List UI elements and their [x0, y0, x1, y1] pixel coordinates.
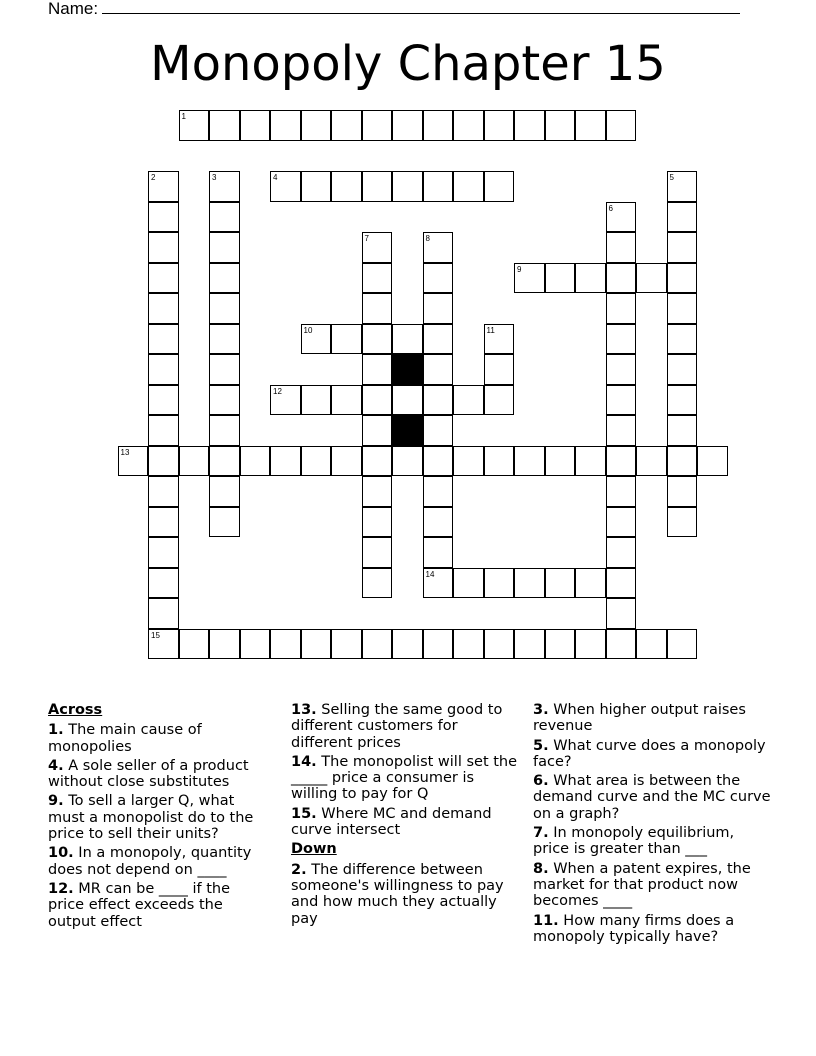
grid-cell[interactable] [423, 263, 454, 294]
grid-cell[interactable] [209, 507, 240, 538]
black-square [392, 354, 423, 385]
grid-cell[interactable] [209, 293, 240, 324]
grid-cell[interactable] [667, 476, 698, 507]
across-clue [48, 758, 270, 791]
grid-cell[interactable] [667, 507, 698, 538]
grid-cell[interactable] [636, 263, 667, 294]
grid-cell[interactable] [484, 568, 515, 599]
down-header: Down [291, 841, 337, 858]
grid-cell[interactable] [575, 446, 606, 477]
clue-number: 15. [291, 805, 317, 822]
grid-cell[interactable] [423, 415, 454, 446]
clue-number-label: 6 [608, 203, 613, 213]
grid-cell[interactable] [423, 507, 454, 538]
grid-cell[interactable] [667, 324, 698, 355]
grid-cell[interactable] [575, 568, 606, 599]
grid-cell[interactable] [392, 324, 423, 355]
clue-number-label: 8 [425, 234, 430, 243]
clue-text: When a patent expires, the market for that product now becomes ____ [533, 860, 751, 910]
down-clue [533, 738, 773, 771]
grid-cell[interactable] [575, 110, 606, 141]
grid-cell[interactable] [667, 263, 698, 294]
grid-cell[interactable] [209, 629, 240, 660]
grid-cell[interactable] [636, 629, 667, 660]
grid-cell[interactable] [514, 110, 545, 141]
grid-cell[interactable] [301, 385, 332, 416]
grid-cell[interactable] [423, 110, 454, 141]
grid-cell[interactable] [453, 446, 484, 477]
clue-number: 2. [291, 861, 307, 878]
grid-cell[interactable] [148, 354, 179, 385]
grid-cell[interactable] [209, 354, 240, 385]
grid-cell[interactable] [148, 415, 179, 446]
down-clue [533, 913, 773, 946]
grid-cell[interactable] [423, 385, 454, 416]
grid-cell[interactable] [392, 385, 423, 416]
grid-cell[interactable] [606, 110, 637, 141]
clue-number-label: 9 [517, 264, 522, 274]
grid-cell[interactable] [423, 324, 454, 355]
grid-cell[interactable] [667, 293, 698, 324]
grid-cell[interactable] [301, 171, 332, 202]
clue-number: 13. [291, 702, 317, 718]
clue-number-label: 15 [151, 630, 160, 640]
grid-cell[interactable] [514, 629, 545, 660]
grid-cell[interactable] [423, 293, 454, 324]
grid-cell[interactable] [484, 354, 515, 385]
grid-cell[interactable] [148, 263, 179, 294]
across-clue-list [48, 722, 270, 930]
grid-cell[interactable] [362, 171, 393, 202]
across-clue [48, 845, 270, 878]
grid-cell[interactable] [148, 568, 179, 599]
across-clue [48, 793, 270, 842]
grid-cell[interactable] [484, 629, 515, 660]
clue-number-label: 10 [303, 325, 313, 335]
name-label: Name: [48, 0, 99, 18]
grid-cell[interactable] [148, 598, 179, 629]
grid-cell[interactable] [331, 629, 362, 660]
grid-cell[interactable] [606, 629, 637, 660]
grid-cell[interactable] [606, 415, 637, 446]
grid-cell[interactable] [392, 171, 423, 202]
down-clue-list-continued [533, 702, 773, 945]
grid-cell[interactable] [453, 385, 484, 416]
clue-number-label: 3 [212, 173, 217, 182]
down-clue [533, 861, 773, 910]
across-clue [48, 881, 270, 930]
grid-cell[interactable] [667, 354, 698, 385]
clue-text: Where MC and demand curve intersect [291, 805, 492, 839]
clue-text: The monopolist will set the _____ price a consumer is willing to pay for Q [291, 753, 518, 803]
grid-cell[interactable] [606, 476, 637, 507]
grid-cell[interactable] [301, 110, 332, 141]
grid-cell[interactable] [240, 110, 271, 141]
grid-cell[interactable] [209, 476, 240, 507]
grid-cell[interactable] [453, 629, 484, 660]
grid-cell[interactable] [667, 202, 698, 233]
grid-cell[interactable] [270, 110, 301, 141]
grid-cell[interactable] [545, 263, 576, 294]
clue-text: The main cause of monopolies [48, 722, 202, 755]
grid-cell[interactable] [423, 629, 454, 660]
clue-number: 3. [533, 702, 549, 718]
grid-cell[interactable] [453, 171, 484, 202]
clue-text: A sole seller of a product without close substitutes [48, 757, 249, 791]
grid-cell[interactable] [209, 385, 240, 416]
grid-cell[interactable] [209, 232, 240, 263]
clue-number-label: 7 [364, 234, 369, 243]
grid-cell[interactable] [606, 598, 637, 629]
grid-cell[interactable] [209, 263, 240, 294]
grid-cell[interactable] [331, 110, 362, 141]
grid-cell[interactable] [423, 354, 454, 385]
grid-cell[interactable] [148, 202, 179, 233]
grid-cell[interactable] [362, 354, 393, 385]
grid-cell[interactable] [148, 537, 179, 568]
clue-text: What curve does a monopoly face? [533, 737, 766, 770]
clue-number: 4. [48, 757, 64, 774]
grid-cell[interactable] [545, 568, 576, 599]
grid-cell[interactable] [209, 446, 240, 477]
grid-cell[interactable] [209, 415, 240, 446]
grid-cell[interactable] [331, 446, 362, 477]
across-clue [291, 806, 521, 839]
grid-cell[interactable] [209, 324, 240, 355]
grid-cell[interactable] [392, 110, 423, 141]
grid-cell[interactable] [697, 446, 728, 477]
grid-cell[interactable] [453, 110, 484, 141]
grid-cell[interactable] [514, 446, 545, 477]
grid-cell[interactable] [606, 232, 637, 263]
grid-cell[interactable] [514, 568, 545, 599]
grid-cell[interactable] [392, 629, 423, 660]
grid-cell[interactable] [606, 385, 637, 416]
clue-text: In a monopoly, quantity does not depend on ____ [48, 845, 252, 878]
clue-column-3 [533, 702, 773, 948]
clue-text: Selling the same good to different customers for different prices [291, 702, 503, 751]
grid-cell[interactable] [148, 507, 179, 538]
grid-cell[interactable] [606, 446, 637, 477]
grid-cell[interactable] [636, 446, 667, 477]
grid-cell[interactable] [362, 629, 393, 660]
clue-text: In monopoly equilibrium, price is greater than ___ [533, 825, 735, 858]
down-clue [291, 862, 521, 927]
grid-cell[interactable] [362, 293, 393, 324]
grid-cell[interactable] [484, 446, 515, 477]
clue-number: 1. [48, 722, 64, 739]
grid-cell[interactable] [392, 446, 423, 477]
grid-cell[interactable] [362, 263, 393, 294]
grid-cell[interactable] [545, 110, 576, 141]
down-clue [533, 825, 773, 858]
clue-number-label: 2 [151, 173, 156, 182]
clue-number: 10. [48, 845, 74, 862]
clue-number-label: 11 [486, 325, 495, 335]
grid-cell[interactable] [179, 629, 210, 660]
grid-cell[interactable] [362, 476, 393, 507]
clue-number: 12. [48, 880, 74, 897]
grid-cell[interactable] [484, 110, 515, 141]
across-header: Across [48, 702, 103, 718]
clue-text: MR can be ____ if the price effect exceeds the output effect [48, 880, 231, 930]
grid-cell[interactable] [667, 232, 698, 263]
across-clue [48, 722, 270, 755]
grid-cell[interactable] [667, 385, 698, 416]
grid-cell[interactable] [606, 263, 637, 294]
down-clue-list [291, 862, 521, 927]
grid-cell[interactable] [362, 415, 393, 446]
grid-cell[interactable] [270, 446, 301, 477]
grid-cell[interactable] [606, 537, 637, 568]
across-clue [291, 754, 521, 803]
grid-cell[interactable] [179, 446, 210, 477]
clue-number: 8. [533, 860, 549, 877]
grid-cell[interactable] [270, 629, 301, 660]
grid-cell[interactable] [148, 324, 179, 355]
grid-cell[interactable] [484, 385, 515, 416]
grid-cell[interactable] [148, 385, 179, 416]
clue-number-label: 5 [669, 173, 674, 182]
grid-cell[interactable] [606, 354, 637, 385]
grid-cell[interactable] [148, 446, 179, 477]
grid-cell[interactable] [362, 507, 393, 538]
clue-text: How many firms does a monopoly typically have? [533, 912, 735, 945]
grid-cell[interactable] [453, 568, 484, 599]
down-clue [533, 773, 773, 822]
grid-cell[interactable] [301, 629, 332, 660]
grid-cell[interactable] [362, 446, 393, 477]
grid-cell[interactable] [362, 568, 393, 599]
grid-cell[interactable] [148, 232, 179, 263]
grid-cell[interactable] [331, 171, 362, 202]
grid-cell[interactable] [240, 629, 271, 660]
page-title: Monopoly Chapter 15 [150, 36, 666, 92]
clue-number: 6. [533, 773, 549, 790]
clue-column-2 [291, 702, 521, 930]
grid-cell[interactable] [331, 324, 362, 355]
grid-cell[interactable] [209, 110, 240, 141]
grid-cell[interactable] [423, 446, 454, 477]
grid-cell[interactable] [301, 446, 332, 477]
clue-number-label: 13 [120, 447, 130, 457]
clue-number-label: 1 [181, 112, 186, 121]
grid-cell[interactable] [575, 629, 606, 660]
grid-cell[interactable] [423, 171, 454, 202]
across-clue [291, 702, 521, 751]
grid-cell[interactable] [362, 324, 393, 355]
grid-cell[interactable] [362, 537, 393, 568]
down-clue [533, 702, 773, 735]
clue-text: The difference between someone's willingness to pay and how much they actually pay [291, 861, 504, 927]
across-clue-list-continued [291, 702, 521, 838]
clue-column-1 [48, 702, 270, 933]
grid-cell[interactable] [148, 293, 179, 324]
grid-cell[interactable] [545, 629, 576, 660]
grid-cell[interactable] [423, 476, 454, 507]
clue-number-label: 12 [273, 386, 282, 396]
grid-cell[interactable] [606, 293, 637, 324]
clue-number-label: 14 [425, 569, 435, 579]
clue-text: When higher output raises revenue [533, 702, 746, 735]
grid-cell[interactable] [484, 171, 515, 202]
clue-number: 5. [533, 737, 549, 754]
grid-cell[interactable] [606, 568, 637, 599]
clue-number: 14. [291, 753, 317, 770]
grid-cell[interactable] [545, 446, 576, 477]
grid-cell[interactable] [148, 476, 179, 507]
grid-cell[interactable] [667, 446, 698, 477]
clue-number: 11. [533, 912, 559, 929]
clue-number: 7. [533, 825, 549, 842]
grid-cell[interactable] [667, 629, 698, 660]
grid-cell[interactable] [667, 415, 698, 446]
grid-cell[interactable] [240, 446, 271, 477]
grid-cell[interactable] [209, 202, 240, 233]
clue-text: To sell a larger Q, what must a monopolist do to the price to sell their units? [48, 793, 254, 843]
grid-cell[interactable] [423, 537, 454, 568]
clue-number: 9. [48, 793, 64, 810]
black-square [392, 415, 423, 446]
grid-cell[interactable] [362, 385, 393, 416]
grid-cell[interactable] [606, 507, 637, 538]
clue-text: What area is between the demand curve and the MC curve on a graph? [533, 773, 771, 822]
clue-number-label: 4 [273, 173, 278, 182]
grid-cell[interactable] [331, 385, 362, 416]
grid-cell[interactable] [606, 324, 637, 355]
grid-cell[interactable] [575, 263, 606, 294]
grid-cell[interactable] [362, 110, 393, 141]
